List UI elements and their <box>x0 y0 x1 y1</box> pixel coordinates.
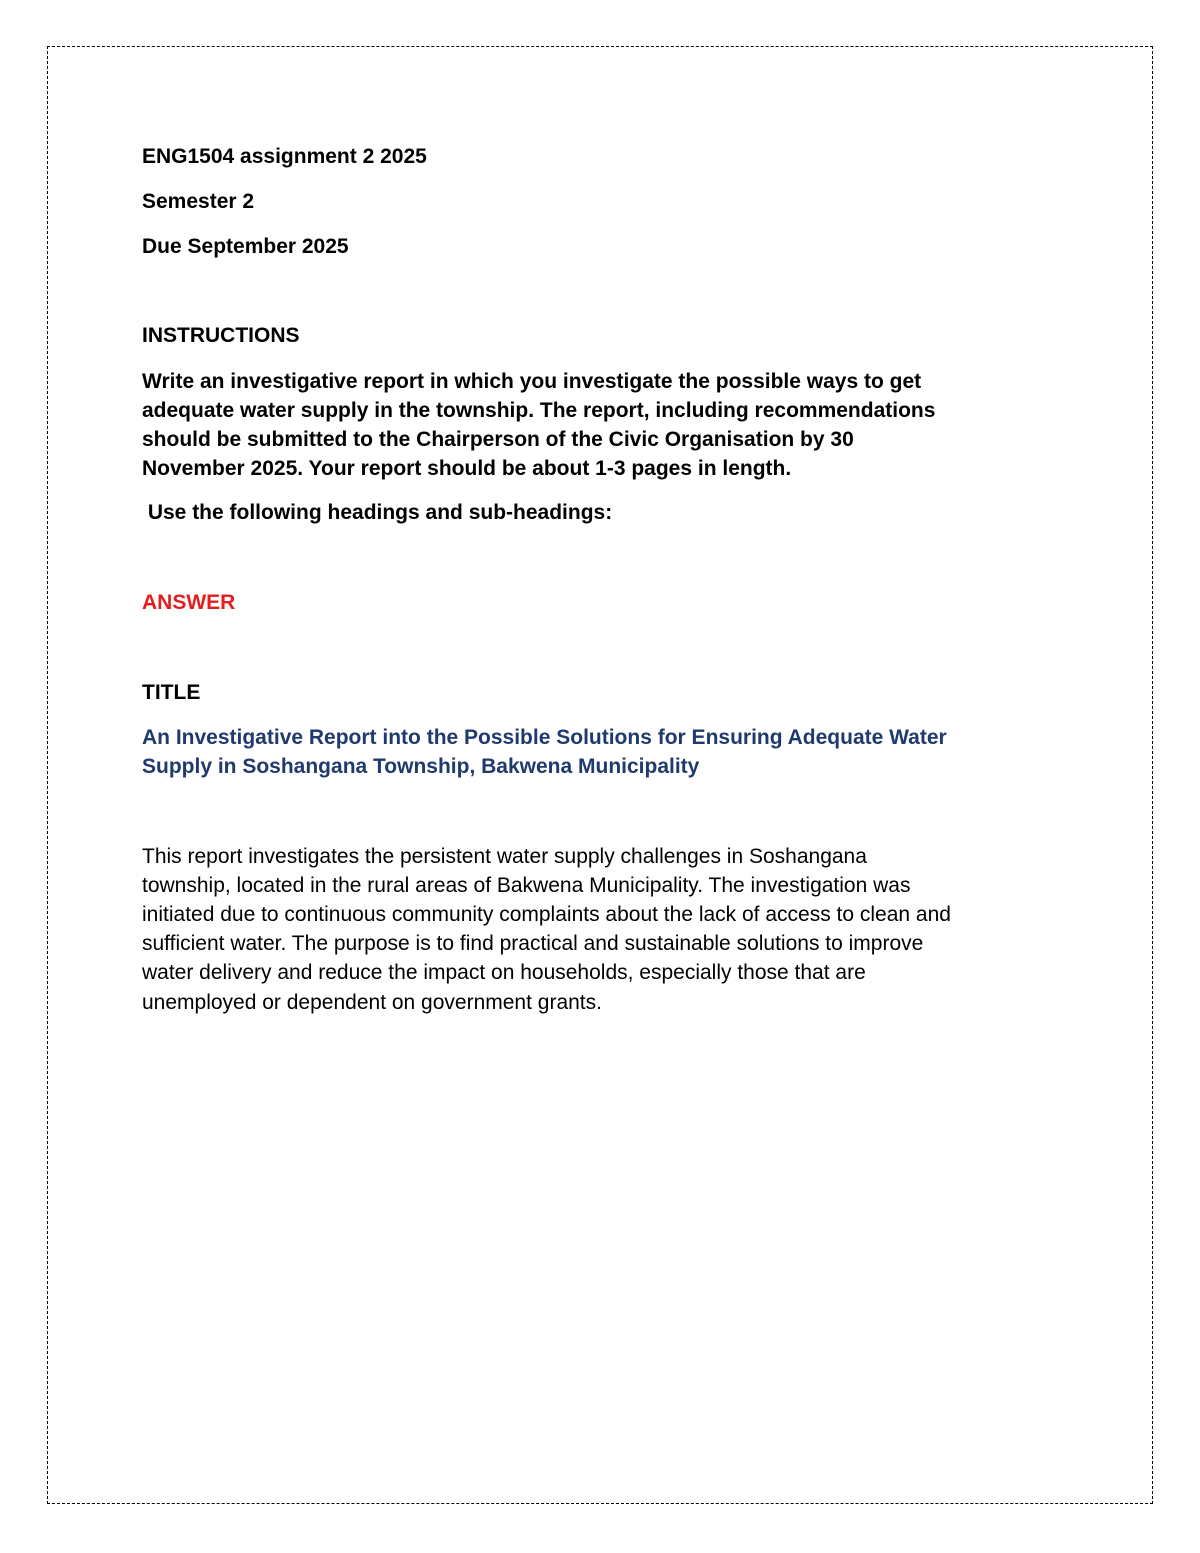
due-date: Due September 2025 <box>142 235 349 258</box>
instructions-line: November 2025. Your report should be about 1-3 pages in length. <box>142 457 792 480</box>
body-line: unemployed or dependent on government grants. <box>142 991 602 1014</box>
instructions-heading: INSTRUCTIONS <box>142 324 300 347</box>
answer-label: ANSWER <box>142 591 236 614</box>
title-heading: TITLE <box>142 681 201 704</box>
instructions-line: adequate water supply in the township. The report, including recommendations <box>142 399 936 422</box>
headings-note: Use the following headings and sub-headings: <box>142 501 613 524</box>
instructions-line: Write an investigative report in which you investigate the possible ways to get <box>142 370 922 393</box>
body-line: This report investigates the persistent water supply challenges in Soshangana <box>142 845 867 868</box>
body-line: township, located in the rural areas of Bakwena Municipality. The investigation was <box>142 874 911 897</box>
course-title: ENG1504 assignment 2 2025 <box>142 145 427 168</box>
body-line: sufficient water. The purpose is to find practical and sustainable solutions to improve <box>142 932 924 955</box>
report-title-line: Supply in Soshangana Township, Bakwena Municipality <box>142 755 700 778</box>
body-line: initiated due to continuous community complaints about the lack of access to clean and <box>142 903 951 926</box>
body-line: water delivery and reduce the impact on households, especially those that are <box>142 961 866 984</box>
instructions-line: should be submitted to the Chairperson of the Civic Organisation by 30 <box>142 428 854 451</box>
report-title-line: An Investigative Report into the Possible Solutions for Ensuring Adequate Water <box>142 726 947 749</box>
semester-label: Semester 2 <box>142 190 255 213</box>
